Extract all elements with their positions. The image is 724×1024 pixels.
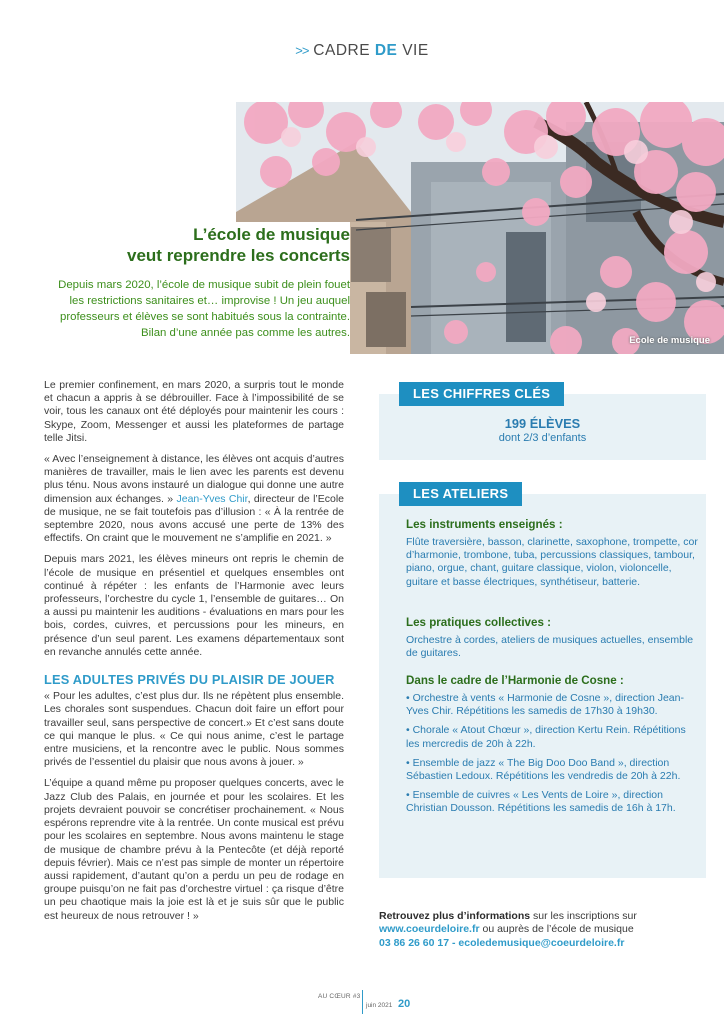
- article-title: [50, 224, 350, 266]
- workshops-tag: LES ATELIERS: [399, 482, 522, 506]
- phone-email[interactable]: 03 86 26 60 17 - ecoledemusique@coeurdeloire.fr: [379, 936, 625, 949]
- key-figures-box: [379, 386, 706, 460]
- paragraph-5: L’équipe a quand même pu proposer quelques concerts, avec le Jazz Club des Palais, en journée et pour les scolaires. Et les projets devraient pouvoir se concrétiser prochainement. « Nous espérons reprendre vite à la rentrée. Un conte musical est prévu pour les scolaires en septembre. Nous avons maintenu le stage de musique de chambre prévu à la Pentecôte (et déjà reporté depuis février). Mais ce n’est pas simple de monter un répertoire aussi rapidement, d’autant qu’on a perdu un peu de rodage en groupe puisqu’on ne fait pas d’orchestre virtuel : ça risque d’être un peu chaotique mais la joie est là et je suis sûr que le public est heureux de nous retrouver ! »: [44, 777, 344, 922]
- collective-text: Orchestre à cordes, ateliers de musiques actuelles, ensemble de guitares.: [406, 634, 694, 660]
- paragraph-4: « Pour les adultes, c’est plus dur. Ils ne répètent plus ensemble. Les chorales sont suspendues. Chacun doit faire un effort pour travailler seul, sans perspective de concert.» Et c’est sans doute ce qui manque le plus. « Ce qui nous anime, c’est le partage entre musiciens, et la rencontre avec le public. Nous sommes privés de l’essentiel du plaisir que nous avons à jouer. »: [44, 690, 344, 769]
- contact-text-2: ou auprès de l’école de musique: [479, 923, 634, 936]
- title-block: [44, 222, 350, 354]
- chevron-icon: >>: [295, 43, 309, 58]
- issue-date: juin 2021: [366, 1002, 393, 1009]
- list-item: • Ensemble de cuivres « Les Vents de Loire », direction Christian Dousson. Répétitions les samedis de 16h à 17h.: [406, 789, 676, 815]
- contact-text-1: sur les inscriptions sur: [530, 910, 637, 922]
- magazine-name: AU CŒUR #3: [318, 993, 361, 1000]
- instruments-heading: Les instruments enseignés :: [406, 518, 563, 531]
- article-title-line-1: L’école de musique: [193, 225, 350, 244]
- contact-lead: Retrouvez plus d’informations: [379, 910, 531, 922]
- paragraph-2-quote: « Avec l’enseignement à distance, les élèves ont acquis d’autres manières de travailler, mais le lien avec les parents est devenu plus ténu. Nous avons instauré un dialogue qui donne une autre dimension aux échanges. »: [44, 453, 344, 505]
- ensembles-list: [406, 692, 698, 822]
- section-word-1: CADRE: [313, 42, 371, 59]
- photo-caption: Ecole de musique: [629, 335, 710, 346]
- harmonie-heading: Dans le cadre de l’Harmonie de Cosne :: [406, 674, 624, 687]
- section-subheading: LES ADULTES PRIVÉS DU PLAISIR DE JOUER: [44, 672, 335, 688]
- paragraph-3: Depuis mars 2021, les élèves mineurs ont repris le chemin de l’école de musique en présentiel et quelques ensembles ont continué à répéter : les enfants de l’Harmonie avec leurs professeurs, l’orchestre du cycle 1, l’ensemble de guitares… On a aussi pu maintenir les auditions - évaluations en mars pour les bois, cordes, cuivres, et percussions pour les mineurs, en présence d’un seul parent. Les examens départementaux sont en revanche annulés cette année.: [44, 553, 344, 658]
- paragraph-2-rest: , directeur de l’Ecole de musique, ne se fait toutefois pas d’illusion : « À la rentrée de septembre 2020, nous avons accusé une perte de 13% des effectifs. On craint que le mouvement ne s’amplifie en 2021. »: [44, 492, 344, 545]
- contact-info: [379, 910, 709, 950]
- workshops-box: [379, 486, 706, 878]
- key-figures-tag: LES CHIFFRES CLÉS: [399, 382, 564, 406]
- paragraph-2: [44, 453, 344, 545]
- article-body: [44, 379, 344, 931]
- section-word-2: DE: [374, 42, 398, 59]
- instruments-text: Flûte traversière, basson, clarinette, saxophone, trompette, cor d’harmonie, trombone, tuba, percussions classiques, tambour, piano, orgue, chant, guitare classique, violon, violoncelle, guitare et basse électriques, synthétiseur, batterie.: [406, 536, 698, 588]
- key-figure-subtext: dont 2/3 d’enfants: [498, 432, 587, 444]
- article-lead: Depuis mars 2020, l’école de musique subit de plein fouet les restrictions sanitaires et… improvise ! Un jeu auquel professeurs et élèves se sont habitués sous la contrainte. Bilan d’une année pas comme les autres.: [58, 279, 350, 339]
- section-word-3: VIE: [402, 42, 429, 59]
- section-header: [0, 42, 724, 60]
- paragraph-1: Le premier confinement, en mars 2020, a surpris tout le monde et chacun a appris à se débrouiller. Face à l’impossibilité de se voir, tous les canaux ont été déployés pour maintenir les cours : Skype, Zoom, Messenger et aussi les plateformes de partage telle Jitsi.: [44, 379, 344, 444]
- article-title-line-2: veut reprendre les concerts: [127, 246, 350, 265]
- website-link[interactable]: www.coeurdeloire.fr: [379, 923, 480, 936]
- person-name: Jean-Yves Chir: [176, 492, 248, 505]
- list-item: • Orchestre à vents « Harmonie de Cosne », direction Jean-Yves Chir. Répétitions les samedis de 17h30 à 19h30.: [406, 692, 684, 718]
- key-figure-value: 199 ÉLÈVES: [504, 416, 581, 431]
- list-item: • Chorale « Atout Chœur », direction Kertu Rein. Répétitions les mercredis de 20h à 22h.: [406, 724, 686, 750]
- list-item: • Ensemble de jazz « The Big Doo Doo Band », direction Sébastien Ledoux. Répétitions les vendredis de 20h à 22h.: [406, 756, 681, 783]
- page-number: 20: [398, 998, 411, 1010]
- collective-heading: Les pratiques collectives :: [406, 616, 551, 629]
- footer-divider: [362, 990, 363, 1014]
